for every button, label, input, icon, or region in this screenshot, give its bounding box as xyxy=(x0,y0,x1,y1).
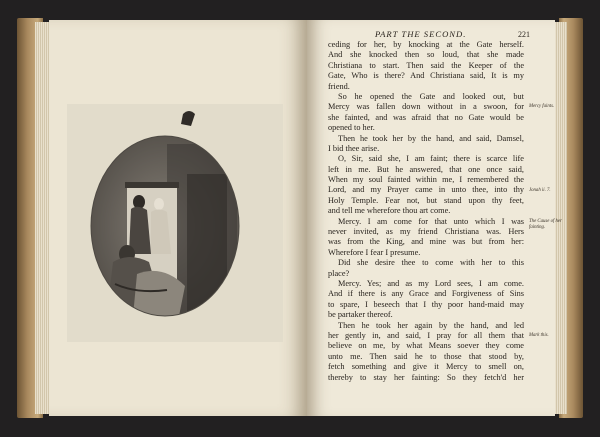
text-line: Holy Temple. Fear not, but stand upon thy feet, xyxy=(328,195,524,205)
text-line: never invited, as my friend Christiana was. Hers xyxy=(328,227,524,237)
text-line: unto me. Then said he to those that stood by, xyxy=(328,351,524,361)
text-line: Wherefore I fear I presume. xyxy=(328,247,421,257)
text-line: fetch something and give it Mercy to smell on, xyxy=(328,362,524,372)
text-line: And she knocked then so loud, that she made xyxy=(328,50,524,60)
running-head: PART THE SECOND. xyxy=(375,29,467,39)
text-line: friend. xyxy=(328,81,350,91)
text-line: thereby to stay her fainting: So they fetch'd her xyxy=(328,372,524,382)
margin-note: Jonah ii. 7. xyxy=(529,187,551,193)
ink-stain xyxy=(181,111,195,126)
text-line: I bid thee arise. xyxy=(328,143,380,153)
text-line: Mercy was fallen down without in a swoon, for xyxy=(328,102,524,112)
text-line: place? xyxy=(328,268,350,278)
text-line: Christiana to start. Then said the Keeper of the xyxy=(328,60,524,70)
text-line: be partaker thereof. xyxy=(328,310,393,320)
text-line: When my soul fainted within me, I remembered the xyxy=(328,175,524,185)
right-page xyxy=(307,20,562,416)
open-book xyxy=(17,16,583,420)
text-line: Then he took her by the hand, and said, Damsel, xyxy=(338,133,524,143)
text-line: and tell me wherefore thou art come. xyxy=(328,206,451,216)
text-line: she fainted, and was afraid that no Gate would be xyxy=(328,112,524,122)
text-line: Mercy. Yes; and as my Lord sees, I am come. xyxy=(338,278,524,288)
text-line: O, Sir, said she, I am faint; there is scarce life xyxy=(338,154,524,164)
text-line: left in me. But he answered, that one once said, xyxy=(328,164,524,174)
left-page xyxy=(49,20,307,416)
page-number: 221 xyxy=(518,30,530,39)
engraved-plate xyxy=(67,104,283,342)
text-line: her gently in, and said, I pray for all them that xyxy=(328,330,524,340)
text-line: Mercy. I am come for that unto which I was xyxy=(338,216,524,226)
margin-note: Mercy faints. xyxy=(529,104,555,110)
text-line: opened to her. xyxy=(328,123,375,133)
engraving-illustration xyxy=(67,104,283,342)
text-line: And if there is any Grace and Forgiveness of Sins xyxy=(328,289,524,299)
margin-note: Mark this. xyxy=(529,333,549,339)
text-line: to spare, I beseech that I thy poor hand-maid may xyxy=(328,299,524,309)
text-line: ceding for her, by knocking at the Gate herself. xyxy=(328,40,524,49)
text-line: Lord, and my Prayer came in unto thee, into thy xyxy=(328,185,524,195)
text-line: Then he took her again by the hand, and led xyxy=(338,320,524,330)
text-line: Gate, Who is there? And Christiana said, It is my xyxy=(328,71,524,81)
text-line: Did she desire thee to come with her to this xyxy=(338,258,524,268)
text-line: was from the King, and mine was but from her: xyxy=(328,237,524,247)
body-text xyxy=(328,40,524,383)
text-line: believe on me, by what Means soever they come xyxy=(328,341,524,351)
margin-note: The Cause of her fainting. xyxy=(529,218,562,230)
text-line: So he opened the Gate and looked out, but xyxy=(338,91,524,101)
